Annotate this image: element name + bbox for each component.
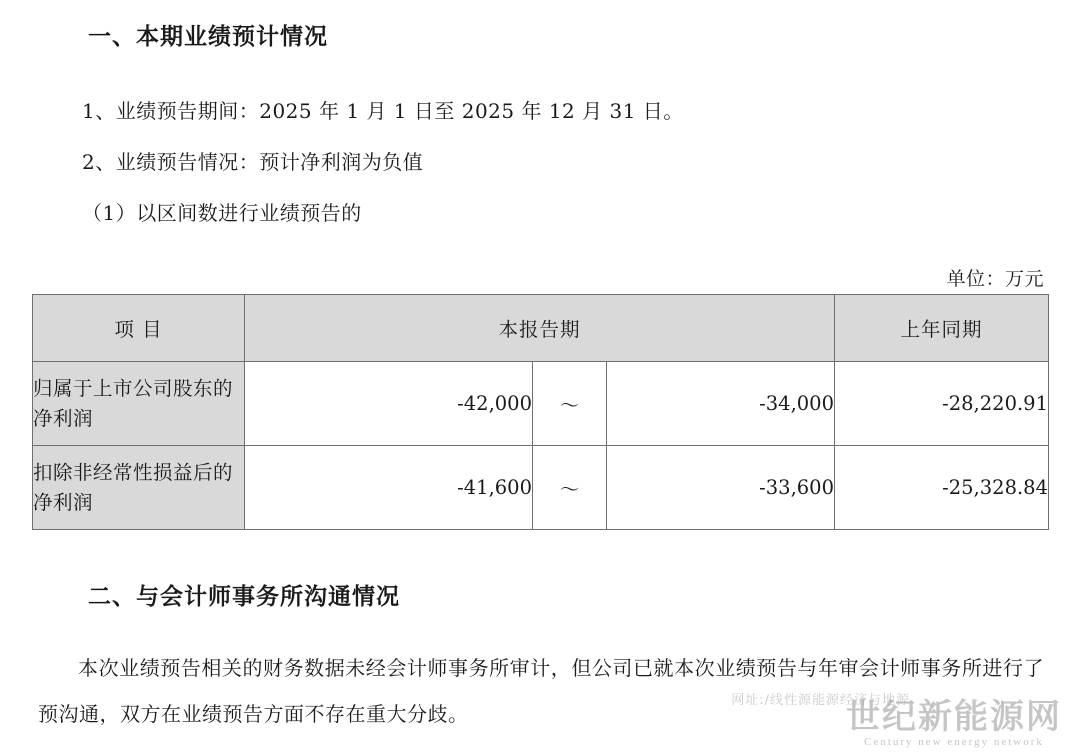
paragraph-range-forecast: （1）以区间数进行业绩预告的 <box>82 201 362 225</box>
paragraph-auditor-communication <box>38 645 1044 737</box>
paragraph-auditor-communication-text: 本次业绩预告相关的财务数据未经会计师事务所审计，但公司已就本次业绩预告与年审会计师事务所进行了预沟通，双方在业绩预告方面不存在重大分歧。 <box>38 656 1044 726</box>
table-header <box>33 295 1049 362</box>
section-heading-auditor-communication: 二、与会计师事务所沟通情况 <box>88 583 400 610</box>
section-heading-current-period: 一、本期业绩预计情况 <box>88 23 328 50</box>
table-header-last-year: 上年同期 <box>835 295 1049 362</box>
table-cell-last-year: -25,328.84 <box>835 446 1049 530</box>
watermark-title: 世纪新能源网 <box>846 697 1062 737</box>
table-cell-current-high: -33,600 <box>607 446 835 530</box>
table-unit-label: 单位：万元 <box>946 268 1044 290</box>
table-row <box>33 362 1049 446</box>
watermark-faint-text: 网址:/线性源能源经济与地源 <box>731 693 910 708</box>
table-row-label: 扣除非经常性损益后的净利润 <box>33 446 245 530</box>
table-header-item: 项 目 <box>33 295 245 362</box>
financial-table-wrapper <box>32 294 1048 530</box>
table-row <box>33 446 1049 530</box>
table-row-label: 归属于上市公司股东的净利润 <box>33 362 245 446</box>
table-cell-current-high: -34,000 <box>607 362 835 446</box>
table-header-row <box>33 295 1049 362</box>
paragraph-forecast-status: 2、业绩预告情况：预计净利润为负值 <box>82 150 424 174</box>
financial-table <box>32 294 1049 530</box>
table-body <box>33 362 1049 530</box>
table-header-current-period: 本报告期 <box>245 295 835 362</box>
watermark-subtitle: Century new energy network <box>864 736 1044 748</box>
table-cell-last-year: -28,220.91 <box>835 362 1049 446</box>
paragraph-forecast-period: 1、业绩预告期间：2025 年 1 月 1 日至 2025 年 12 月 31 日。 <box>82 99 684 123</box>
table-cell-current-low: -41,600 <box>245 446 533 530</box>
table-cell-range-symbol: ～ <box>533 362 607 446</box>
table-cell-range-symbol: ～ <box>533 446 607 530</box>
table-cell-current-low: -42,000 <box>245 362 533 446</box>
